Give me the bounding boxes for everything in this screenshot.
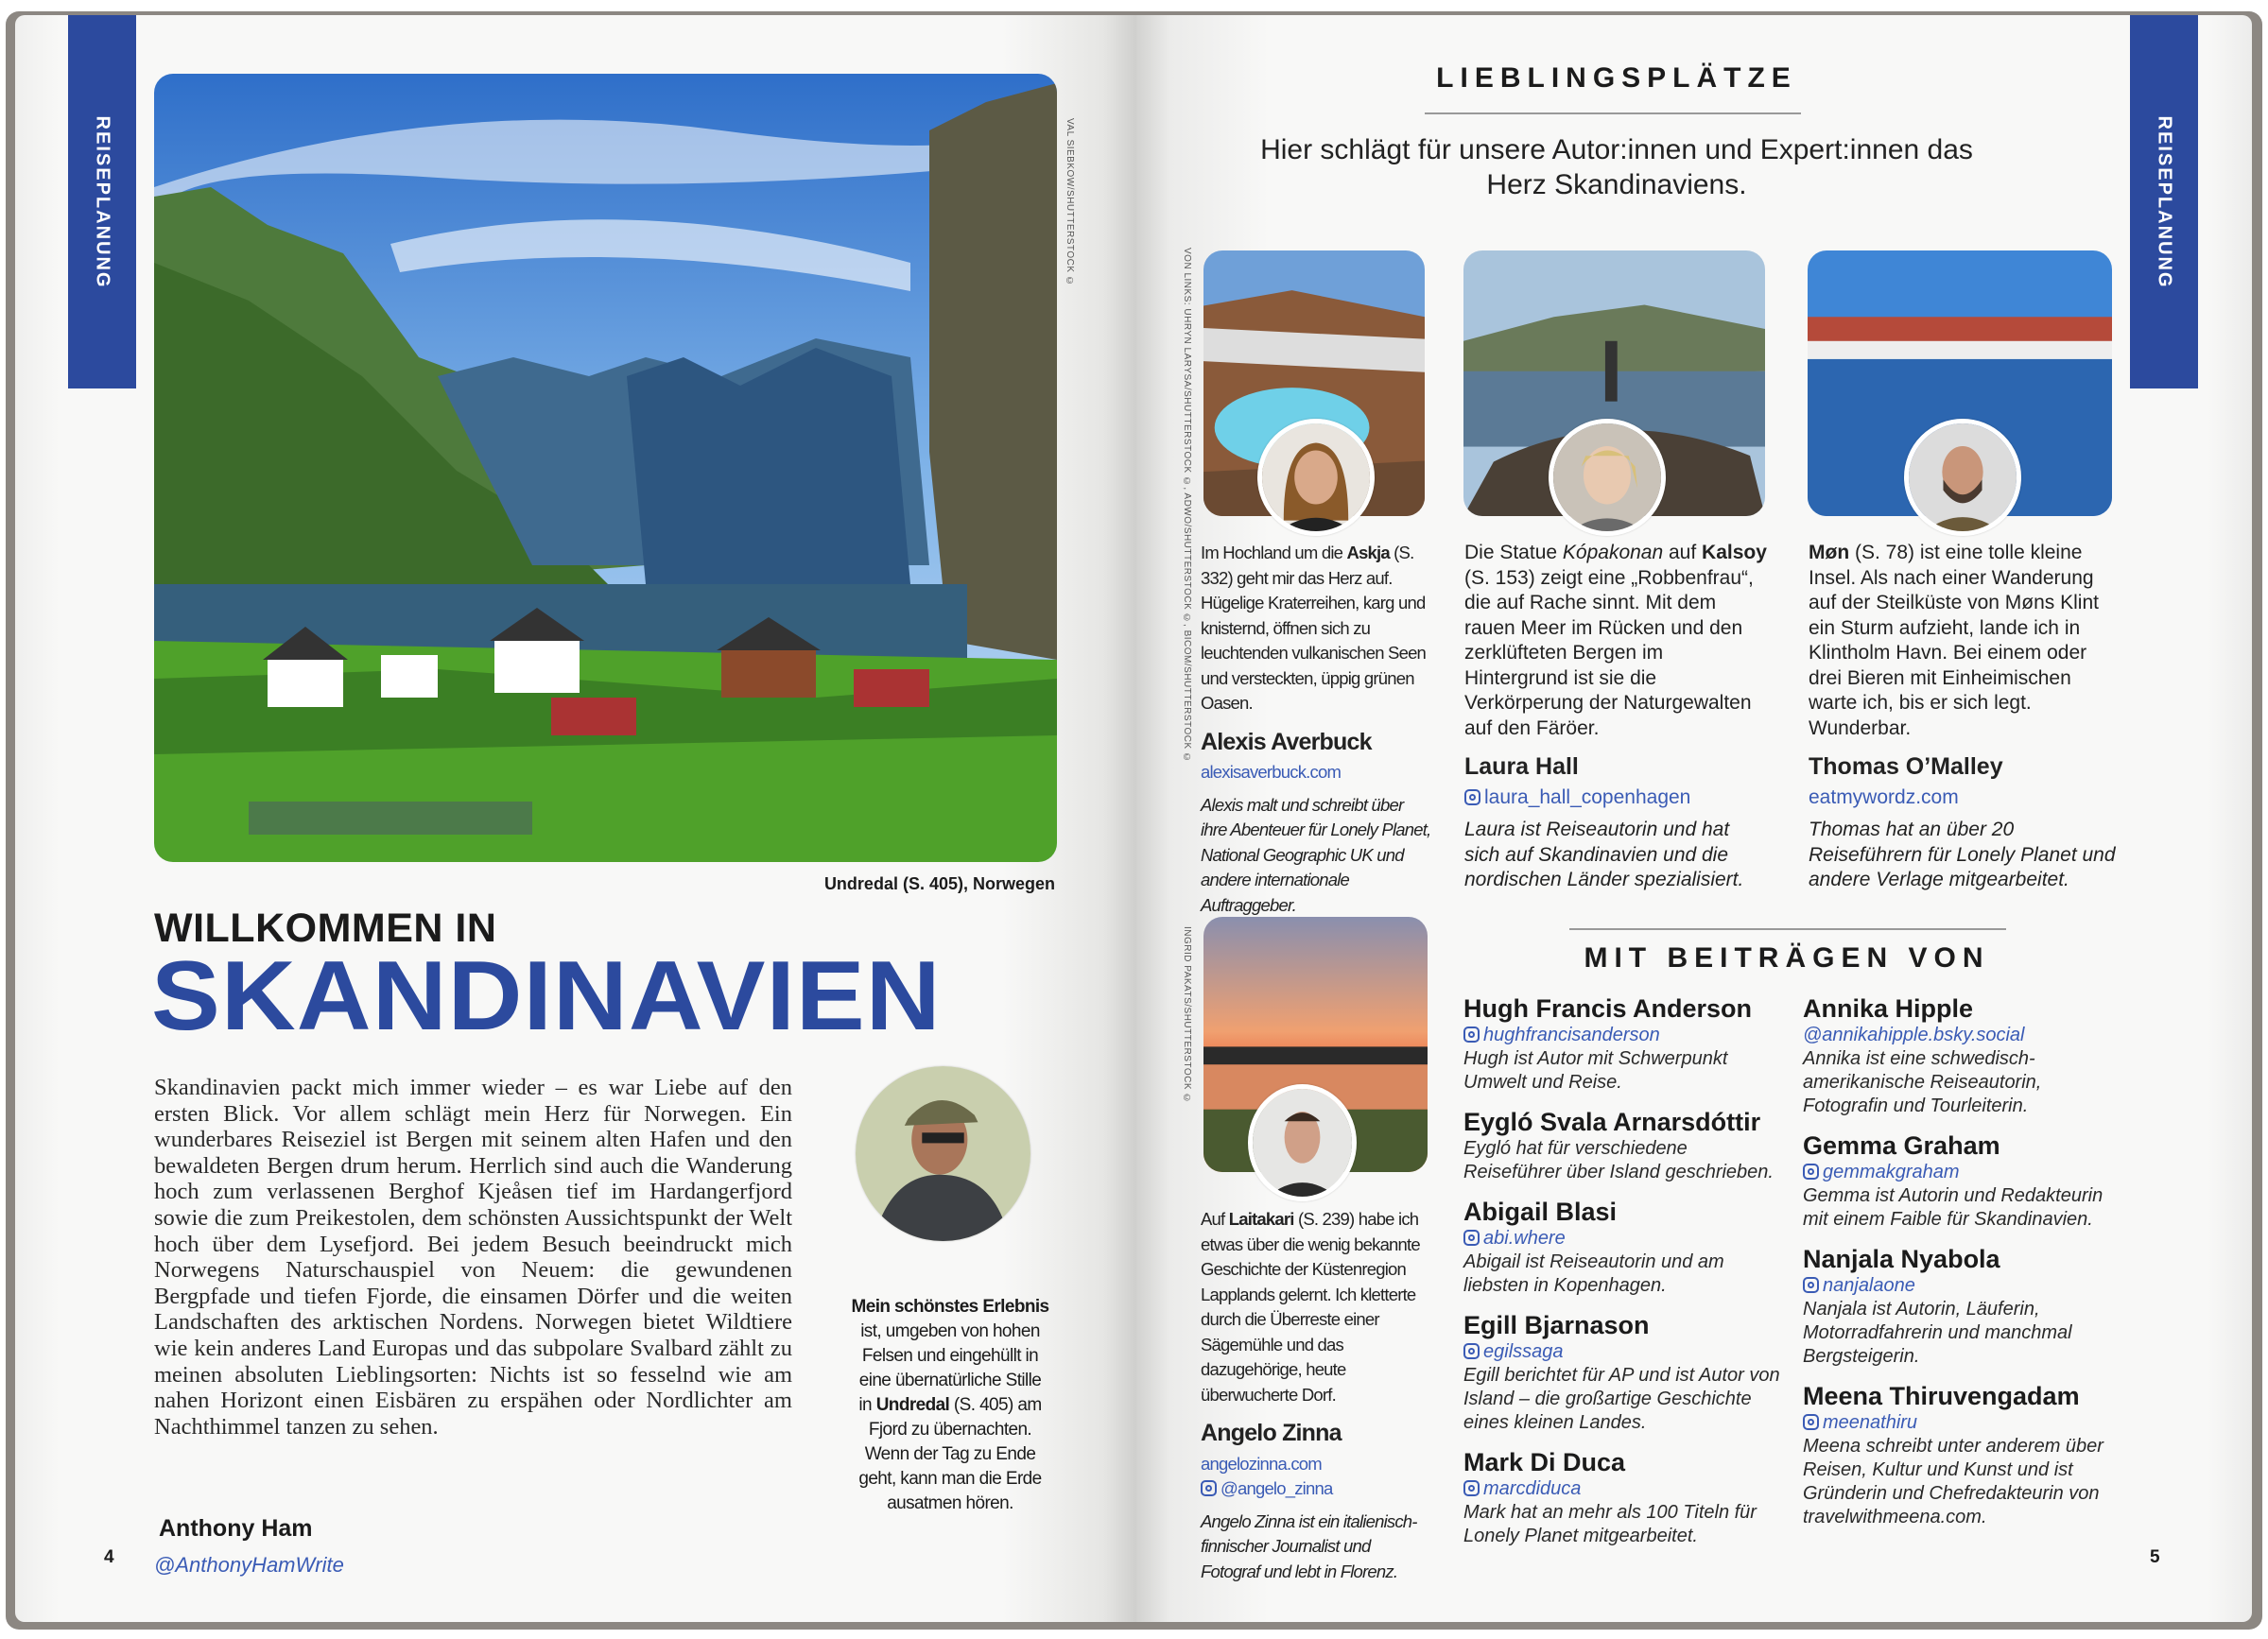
instagram-link[interactable] <box>1803 1274 2124 1298</box>
instagram-handle: meenathiru <box>1823 1412 1918 1433</box>
bold-text: Mein schönstes Erlebnis <box>851 1297 1049 1317</box>
favorite-moen <box>1809 541 2121 893</box>
contributor-bio: Annika ist eine schwedisch-amerikanische Reiseautorin, Fotografin und Tourleiterin. <box>1803 1048 2042 1116</box>
text: Auf <box>1201 1209 1229 1229</box>
section-subtitle: Hier schlägt für unsere Autor:innen und Expert:innen das Herz Skandinaviens. <box>1260 134 1973 200</box>
page-title: SKANDINAVIEN <box>151 941 942 1051</box>
instagram-link[interactable] <box>1201 1476 1432 1502</box>
contributors-column-1 <box>1463 994 1790 1548</box>
photo-credit: VON LINKS: UHRYN LARYSA/SHUTTERSTOCK ©, ADWO/SHUTTERSTOCK ©, BICOM/SHUTTERSTOCK © <box>1182 248 1192 764</box>
instagram-icon <box>1201 1480 1217 1496</box>
contributor-name: Hugh Francis Anderson <box>1463 994 1753 1023</box>
favorite-laitakari <box>1201 1207 1432 1584</box>
side-tab-label: REISEPLANUNG <box>92 115 113 288</box>
contributor-name: Nanjala Nyabola <box>1803 1245 2000 1273</box>
instagram-icon <box>1803 1414 1819 1430</box>
side-tab-left <box>68 15 136 388</box>
instagram-link[interactable] <box>1803 1161 2124 1184</box>
text: Im Hochland um die <box>1201 543 1347 562</box>
author-name: Anthony Ham <box>159 1515 313 1542</box>
favorite-askja <box>1201 541 1432 918</box>
photo-caption: Undredal (S. 405), Norwegen <box>823 874 1055 893</box>
text: Die Statue <box>1464 542 1563 563</box>
section-title-favorites: LIEBLINGSPLÄTZE <box>1436 62 1797 94</box>
avatar-laura-hall <box>1549 419 1666 536</box>
contributor <box>1803 1245 2124 1369</box>
author-bio: Thomas hat an über 20 Reiseführern für Lonely Planet und andere Verlage mitgearbeitet. <box>1809 819 2116 890</box>
instagram-handle: nanjalaone <box>1823 1275 1915 1296</box>
avatar-thomas-omalley <box>1904 419 2021 536</box>
instagram-icon <box>1803 1164 1819 1180</box>
instagram-handle: egilssaga <box>1483 1341 1564 1362</box>
contributor <box>1803 1131 2124 1232</box>
side-tab-label: REISEPLANUNG <box>2154 115 2175 288</box>
contributor-bio: Meena schreibt unter anderem über Reisen, Kultur und Kunst und ist Gründerin und Chefredakteurin von travelwithmeena.com. <box>1803 1436 2104 1527</box>
text: (S. 78) ist eine tolle kleine Insel. Als nach einer Wanderung auf der Steilküste von Møns Klint ein Sturm aufzieht, lande ich in Klintholm Havn. Bei einem oder drei Bieren mit Einheimischen warte ich, bis er sich legt. Wunderbar. <box>1809 542 2099 739</box>
contributor <box>1803 994 2124 1118</box>
page-number-left: 4 <box>104 1547 114 1567</box>
instagram-handle: gemmakgraham <box>1823 1162 1960 1182</box>
author-name: Laura Hall <box>1464 753 1579 780</box>
instagram-icon <box>1463 1480 1480 1496</box>
favorite-text <box>1201 541 1432 716</box>
website-link[interactable]: alexisaverbuck.com <box>1201 762 1342 782</box>
instagram-icon <box>1464 789 1480 805</box>
instagram-handle: abi.where <box>1483 1228 1566 1249</box>
title-line1: WILLKOMMEN IN <box>154 906 497 951</box>
text: (S. 332) geht mir das Herz auf. Hügelige Kraterreihen, karg und knisternd, öffnen sich zu leuchtenden vulkanischen Seen und versteckten, üppig grünen Oasen. <box>1201 543 1427 713</box>
divider <box>1569 928 2006 930</box>
instagram-link[interactable] <box>1463 1340 1790 1364</box>
author-handle-link[interactable]: @AnthonyHamWrite <box>154 1553 344 1577</box>
instagram-link[interactable] <box>1803 1411 2124 1435</box>
text: auf <box>1663 542 1703 563</box>
contributor <box>1463 1311 1790 1435</box>
author-bio: Angelo Zinna ist ein italienisch-finnischer Journalist und Fotograf und lebt in Florenz. <box>1201 1510 1417 1581</box>
section-title-contributors: MIT BEITRÄGEN VON <box>1584 942 1990 974</box>
page-number-right: 5 <box>2150 1547 2160 1567</box>
text: (S. 405) am Fjord zu übernachten. Wenn der Tag zu Ende geht, kann man die Erde ausatmen hören. <box>858 1395 1042 1513</box>
instagram-link[interactable] <box>1463 1227 1790 1251</box>
website-link[interactable]: angelozinna.com <box>1201 1453 1322 1474</box>
instagram-icon <box>1463 1230 1480 1246</box>
text: (S. 239) habe ich etwas über die wenig bekannte Geschichte der Küstenregion Lapplands gelernt. Ich kletterte durch die Überreste einer Sägemühle und das dazugehörige, heute überwucherte Dorf. <box>1201 1209 1420 1405</box>
favorite-text <box>1464 541 1767 741</box>
main-photo-undredal <box>154 74 1057 862</box>
photo-credit: INGRID PAKATS/SHUTTERSTOCK © <box>1182 926 1192 1104</box>
bold-text: Møn <box>1809 542 1850 563</box>
instagram-icon <box>1803 1277 1819 1293</box>
contributor <box>1463 1448 1790 1548</box>
avatar-anthony-ham <box>856 1066 1030 1241</box>
contributor-name: Egill Bjarnason <box>1463 1311 1650 1339</box>
photo-credit: VAL SIEBKOW/SHUTTERSTOCK © <box>1065 118 1075 287</box>
instagram-handle: hughfrancisanderson <box>1483 1025 1660 1045</box>
author-bio: Laura ist Reiseautorin und hat sich auf Skandinavien und die nordischen Länder spezialisiert. <box>1464 819 1744 890</box>
instagram-link[interactable] <box>1464 785 1767 811</box>
contributor-bio: Egill berichtet für AP und ist Autor von Island – die großartige Geschichte eines kleinen Landes. <box>1463 1365 1780 1433</box>
contributor-bio: Abigail ist Reiseautorin und am liebsten in Kopenhagen. <box>1463 1251 1724 1296</box>
instagram-icon <box>1463 1027 1480 1043</box>
contributors-column-2 <box>1803 994 2124 1529</box>
author-name: Angelo Zinna <box>1201 1420 1342 1446</box>
contributor <box>1803 1382 2124 1529</box>
contributor-bio: Hugh ist Autor mit Schwerpunkt Umwelt und Reise. <box>1463 1048 1728 1093</box>
text: (S. 153) zeigt eine „Robbenfrau“, die auf Rache sinnt. Mit dem rauen Meer im Rücken und den zerklüfteten Bergen im Hintergrund ist sie die Verkörperung der Naturgewalten auf den Färöer. <box>1464 566 1754 739</box>
contributor-name: Abigail Blasi <box>1463 1198 1618 1226</box>
contributor <box>1463 1198 1790 1298</box>
contributor <box>1463 994 1790 1095</box>
contributor-name: Annika Hipple <box>1803 994 1974 1023</box>
website-link[interactable]: eatmywordz.com <box>1809 785 1959 808</box>
instagram-handle: marcdiduca <box>1483 1478 1582 1499</box>
author-bio: Alexis malt und schreibt über ihre Abenteuer für Lonely Planet, National Geographic UK und andere internationale Auftraggeber. <box>1201 794 1431 915</box>
instagram-handle: @angelo_zinna <box>1221 1478 1333 1498</box>
contributor-name: Mark Di Duca <box>1463 1448 1626 1476</box>
favorite-text <box>1809 541 2121 741</box>
contributor-name: Eygló Svala Arnarsdóttir <box>1463 1108 1761 1136</box>
bold-text: Laitakari <box>1228 1209 1294 1229</box>
contributor-bio: Gemma ist Autorin und Redakteurin mit einem Faible für Skandinavien. <box>1803 1185 2104 1230</box>
instagram-handle: laura_hall_copenhagen <box>1484 785 1691 808</box>
author-name: Alexis Averbuck <box>1201 728 1372 755</box>
contributor-name: Meena Thiruvengadam <box>1803 1382 2080 1410</box>
italic-text: Kópakonan <box>1562 542 1664 563</box>
contributor-bio: Nanjala ist Autorin, Läuferin, Motorradfahrerin und manchmal Bergsteigerin. <box>1803 1299 2072 1367</box>
favorite-text <box>1201 1207 1432 1407</box>
side-note <box>851 1295 1049 1516</box>
author-name: Thomas O’Malley <box>1809 753 2003 780</box>
text: ist, umgeben von hohen Felsen und eingehüllt in eine übernatürliche Stille in <box>858 1321 1042 1415</box>
instagram-link[interactable] <box>1463 1477 1790 1501</box>
side-tab-right <box>2130 15 2198 388</box>
bold-text: Undredal <box>875 1395 950 1415</box>
intro-text: Skandinavien packt mich immer wieder – es war Liebe auf den ersten Blick. Vor allem schlägt mein Herz für Norwegen. Ein wunderbares Reiseziel ist Bergen mit seinem alten Hafen und den bewaldeten Bergen drum herum. Herrlich sind auch die Wanderung hoch zum verlassenen Berghof Kjeåsen tief im Hardangerfjord sowie die zum Preikestolen, dem schönsten Aussichtspunkt der Welt hoch über dem Lysefjord. Bei jedem Besuch beeindruckt mich Norwegens Naturschauspiel von Neuem: die gewundenen Bergpfade und tiefen Fjorde, die einsamen Dörfer und die weiten Landschaften des arktischen Nordens. Norwegen bietet Wildtiere wie kein anderes Land Europas und das subpolare Svalbard zählt zu meinen absoluten Lieblingsorten: Nichts ist so fesselnd wie am nahen Horizont einen Eisbären zu erspähen oder Nordlichter am Nachthimmel tanzen zu sehen. <box>154 1075 792 1440</box>
contributor <box>1463 1108 1790 1184</box>
bold-text: Kalsoy <box>1702 542 1767 563</box>
divider <box>1425 112 1801 114</box>
contributor-name: Gemma Graham <box>1803 1131 2000 1160</box>
contributor-bio: Mark hat an mehr als 100 Titeln für Lonely Planet mitgearbeitet. <box>1463 1502 1757 1546</box>
avatar-alexis-averbuck <box>1257 419 1375 536</box>
favorite-kalsoy <box>1464 541 1767 893</box>
bold-text: Askja <box>1346 543 1390 562</box>
website-link[interactable]: @annikahipple.bsky.social <box>1803 1025 2025 1045</box>
instagram-link[interactable] <box>1463 1024 1790 1047</box>
avatar-angelo-zinna <box>1248 1084 1357 1201</box>
instagram-icon <box>1463 1343 1480 1359</box>
contributor-bio: Eygló hat für verschiedene Reiseführer über Island geschrieben. <box>1463 1138 1774 1182</box>
